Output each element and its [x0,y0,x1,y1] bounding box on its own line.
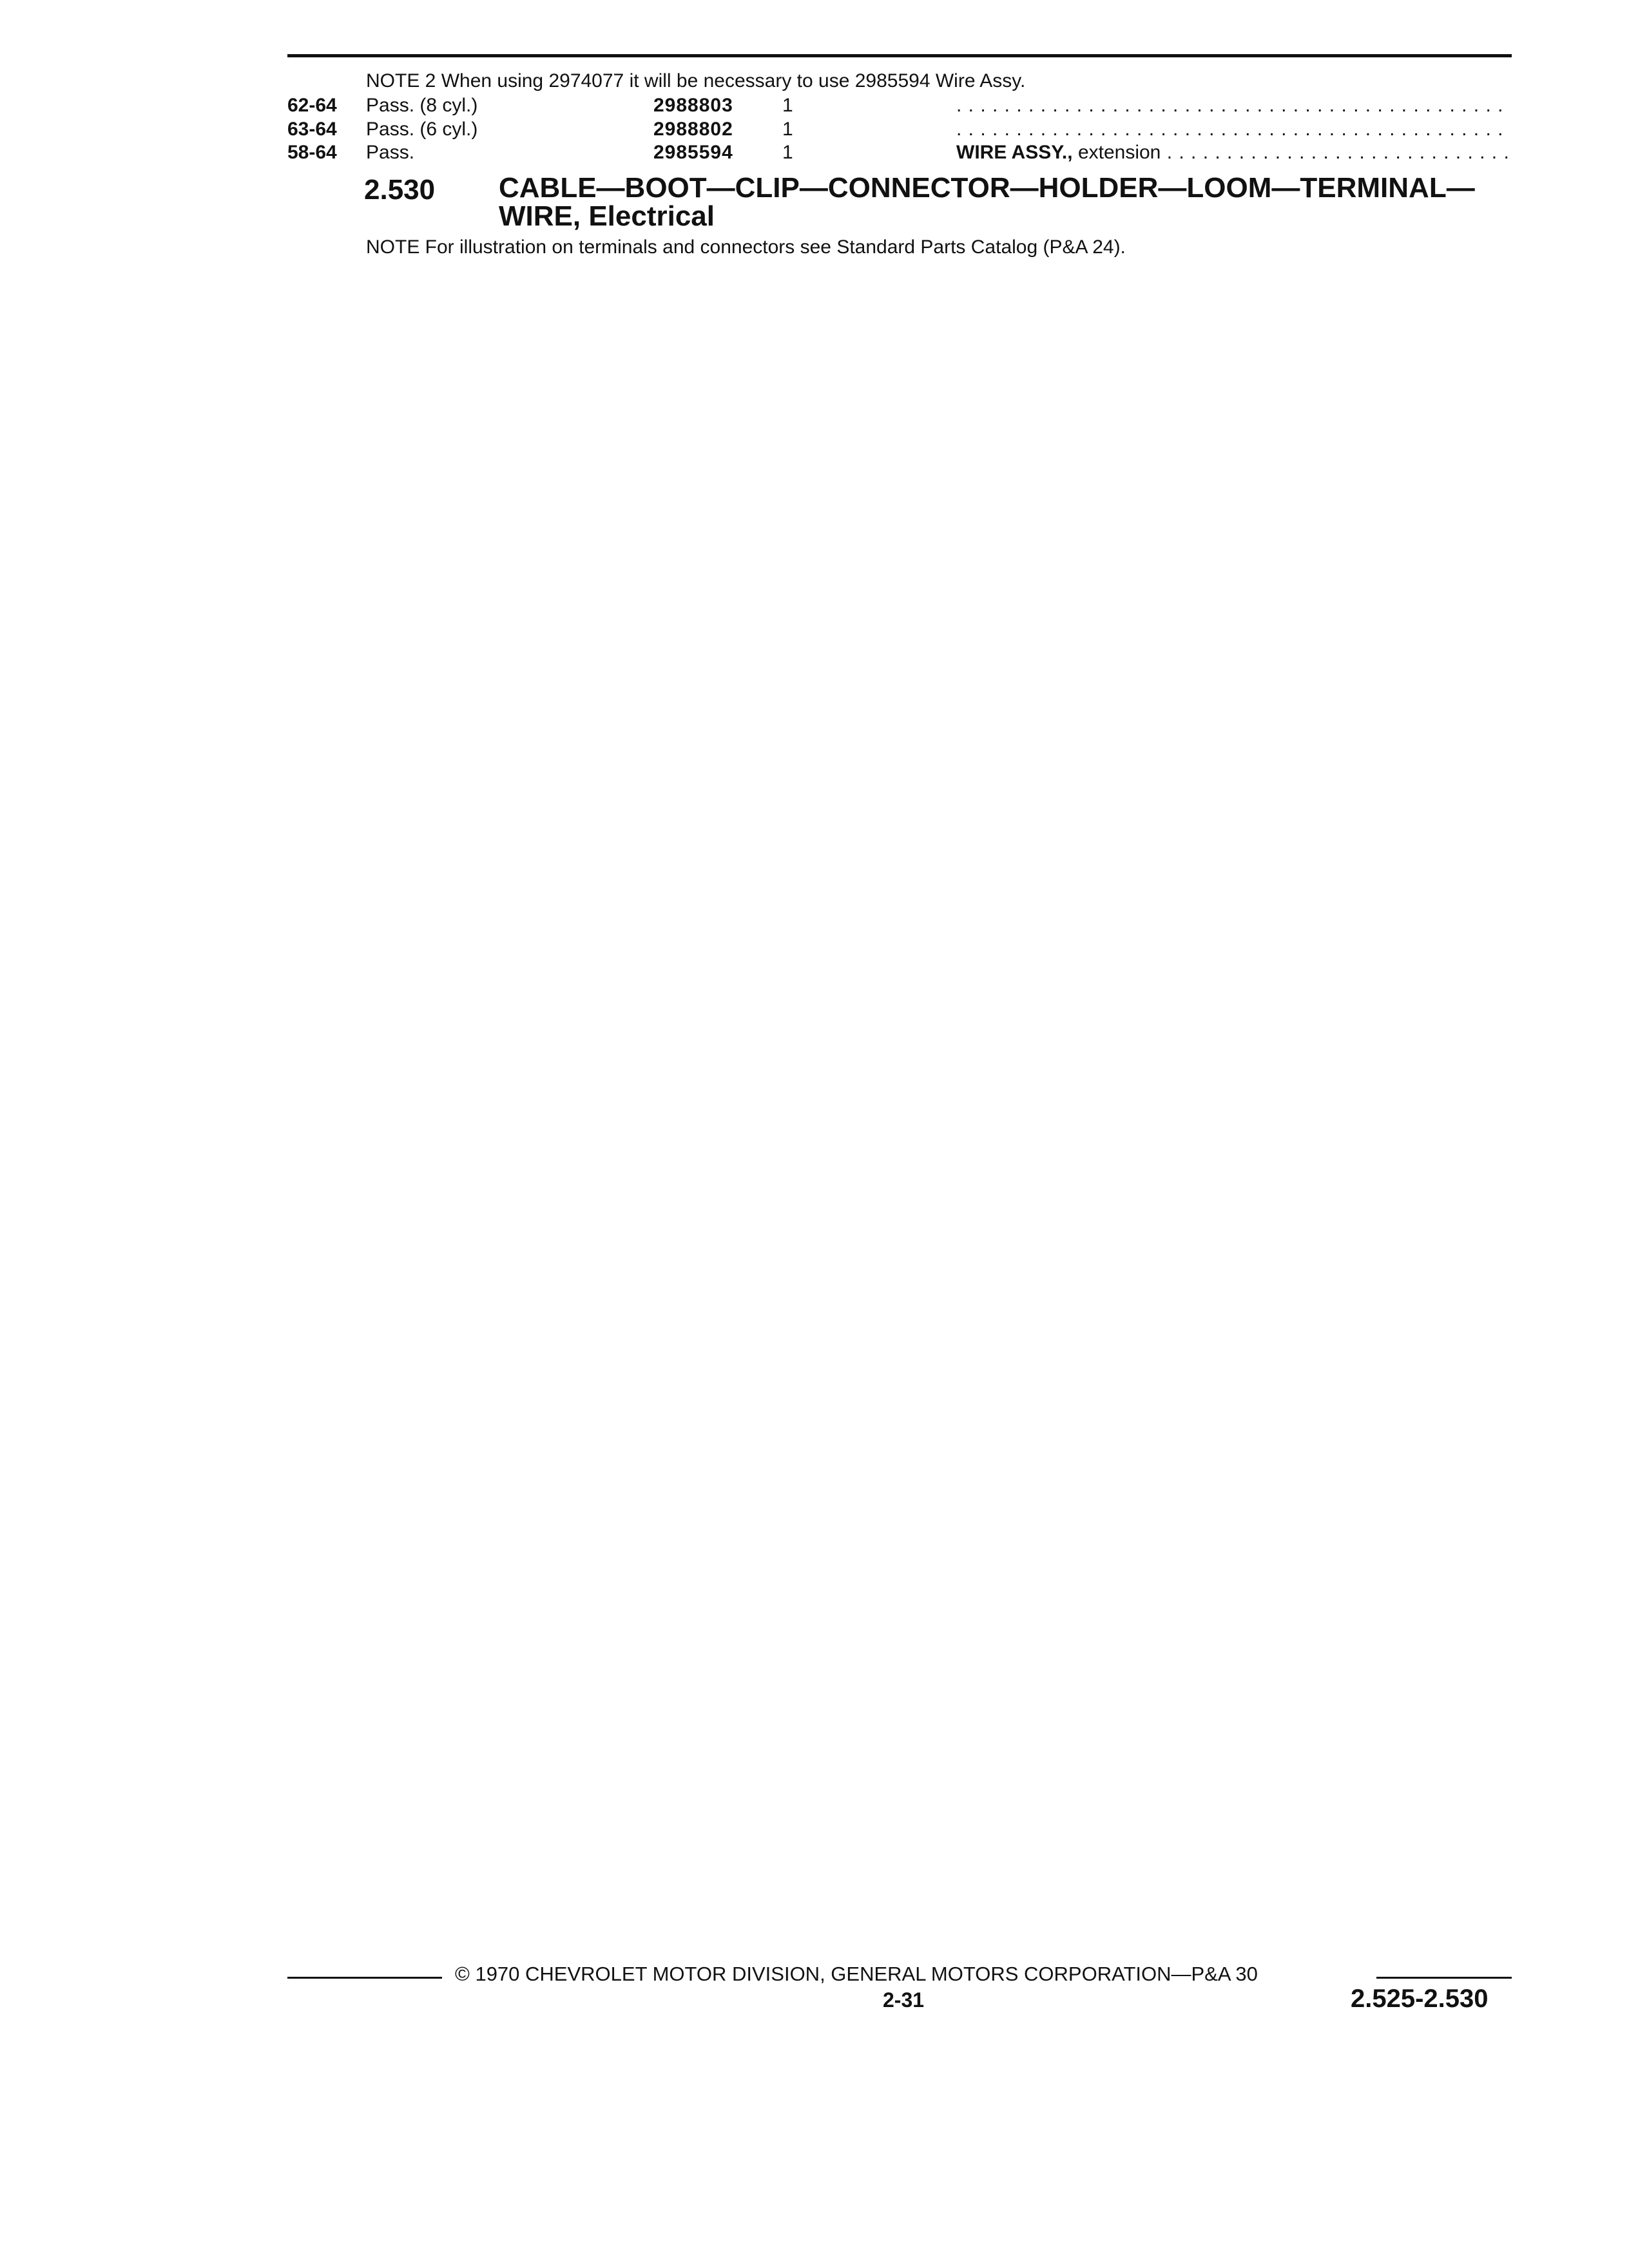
description-cell [956,141,1510,164]
years-cell: 63-64 [287,118,337,140]
footer-rule-right [1376,1977,1512,1979]
section-note: NOTE For illustration on terminals and connectors see Standard Parts Catalog (P&A 24). [366,236,1126,258]
part-number-cell: 2988802 [653,118,733,140]
description-text: extension [1077,142,1161,164]
description-line [956,118,1510,141]
description-line [956,94,1510,117]
years-cell: 58-64 [287,142,337,164]
top-rule [287,54,1512,57]
model-text: Pass. (8 cyl.) [366,95,480,116]
quantity-cell: 1 [782,142,793,164]
section-title: CABLE—BOOT—CLIP—CONNECTOR—HOLDER—LOOM—TERMINAL—WIRE, Electrical [499,172,1475,232]
quantity-cell: 1 [782,118,793,140]
model-cell [366,118,643,141]
footer-copyright: © 1970 CHEVROLET MOTOR DIVISION, GENERAL MOTORS CORPORATION—P&A 30 [455,1963,1258,1985]
description-cell [956,118,1510,141]
part-number-cell: 2985594 [653,142,733,164]
section-range: 2.525-2.530 [1351,1984,1489,2013]
model-text: Pass. (6 cyl.) [366,119,480,140]
model-text: Pass. [366,142,417,163]
page-number: 2-31 [883,1988,925,2012]
model-cell [366,94,643,117]
footer-rule-left [287,1977,442,1979]
description-line [956,141,1510,164]
description-cell [956,94,1510,117]
part-number-cell: 2988803 [653,95,733,116]
years-cell: 62-64 [287,95,337,116]
section-number: 2.530 [364,174,436,206]
description-keyword: WIRE ASSY., [956,142,1073,164]
top-note: NOTE 2 When using 2974077 it will be necessary to use 2985594 Wire Assy. [366,70,1026,91]
quantity-cell: 1 [782,95,793,116]
model-cell [366,141,643,164]
